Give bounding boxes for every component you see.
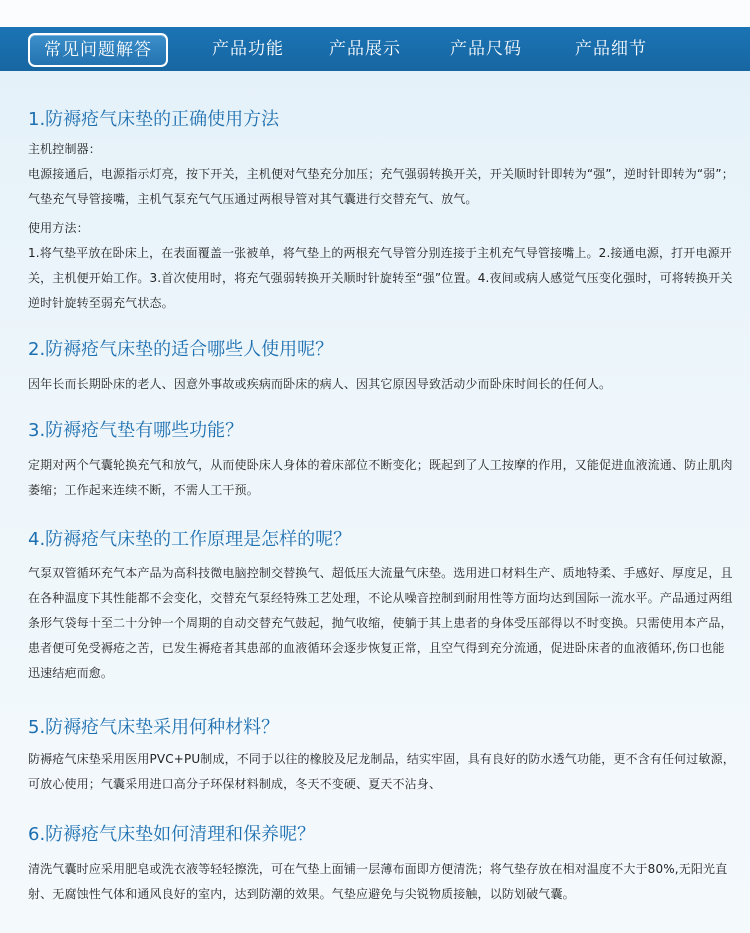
tab-product-features[interactable]: 产品功能 <box>212 39 284 59</box>
section-body: 防褥疮气床垫采用医用PVC+PU制成，不同于以往的橡胶及尼龙制品，结实牢固，具有良好的防水透气功能，更不含有任何过敏源，可放心使用；气囊采用进口高分子环保材料制成，冬天不变硬、夏天不沾身、 <box>28 752 735 791</box>
usage-method-text: 1.将气垫平放在卧床上，在表面覆盖一张被单，将气垫上的两根充气导管分别连接于主机充气导管接嘴上。2.接通电源，打开电源开关，主机便开始工作。3.首次使用时，将充气强弱转换开关顺时针旋转至“强”位置。4.夜间或病人感觉气压变化强时，可将转换开关逆时针旋转至弱充气状态。 <box>28 246 733 310</box>
section-body <box>28 137 736 212</box>
section-title: 2.防褥疮气床垫的适合哪些人使用呢？ <box>28 339 334 360</box>
section-title: 1.防褥疮气床垫的正确使用方法 <box>28 109 280 130</box>
section-body: 定期对两个气囊轮换充气和放气，从而使卧床人身体的着床部位不断变化；既起到了人工按摩的作用，又能促进血液流通、防止肌肉萎缩；工作起来连续不断，不需人工干预。 <box>28 458 733 497</box>
section-body: 气泵双管循环充气本产品为高科技微电脑控制交替换气、超低压大流量气床垫。选用进口材料生产、质地特柔、手感好、厚度足，且在各种温度下其性能都不会变化，交替充气泵经特殊工艺处理，不论从噪音控制到耐用性等方面均达到国际一流水平。产品通过两组条形气袋每十至二十分钟一个周期的自动交替充气鼓起，抛气收缩，使躺于其上患者的身体受压部得以不时变换。只需使用本产品，患者便可免受褥疮之苦，已发生褥疮者其患部的血液循环会逐步恢复正常，且空气得到充分流通，促进卧床者的血液循环,伤口也能迅速结疤而愈。 <box>28 566 733 680</box>
tab-product-size[interactable]: 产品尺码 <box>450 39 522 59</box>
tab-faq[interactable]: 常见问题解答 <box>28 33 168 67</box>
tab-product-details[interactable]: 产品细节 <box>575 39 647 59</box>
section-title: 5.防褥疮气床垫采用何种材料？ <box>28 717 280 738</box>
section-body: 清洗气囊时应采用肥皂或洗衣液等轻轻擦洗，可在气垫上面铺一层薄布面即方便清洗；将气垫存放在相对温度不大于80%,无阳光直射、无腐蚀性气体和通风良好的室内，达到防潮的效果。气垫应避免与尖锐物质接触，以防划破气囊。 <box>28 862 728 901</box>
usage-method-label: 使用方法： <box>28 221 89 235</box>
controller-text: 电源接通后，电源指示灯亮，按下开关，主机便对气垫充分加压；充气强弱转换开关，开关顺时针即转为“强”，逆时针即转为“弱”；气垫充气导管接嘴，主机气泵充气气压通过两根导管对其气囊进行交替充气、放气。 <box>28 167 734 206</box>
section-title: 3.防褥疮气垫有哪些功能？ <box>28 420 244 441</box>
top-strip <box>0 0 750 27</box>
tab-product-showcase[interactable]: 产品展示 <box>329 39 401 59</box>
section-body <box>28 216 736 316</box>
controller-label: 主机控制器： <box>28 142 101 156</box>
section-body: 因年长而长期卧床的老人、因意外事故或疾病而卧床的病人、因其它原因导致活动少而卧床时间长的任何人。 <box>28 377 612 391</box>
nav-bar <box>0 27 750 71</box>
section-title: 6.防褥疮气床垫如何清理和保养呢？ <box>28 824 316 845</box>
section-title: 4.防褥疮气床垫的工作原理是怎样的呢？ <box>28 529 352 550</box>
